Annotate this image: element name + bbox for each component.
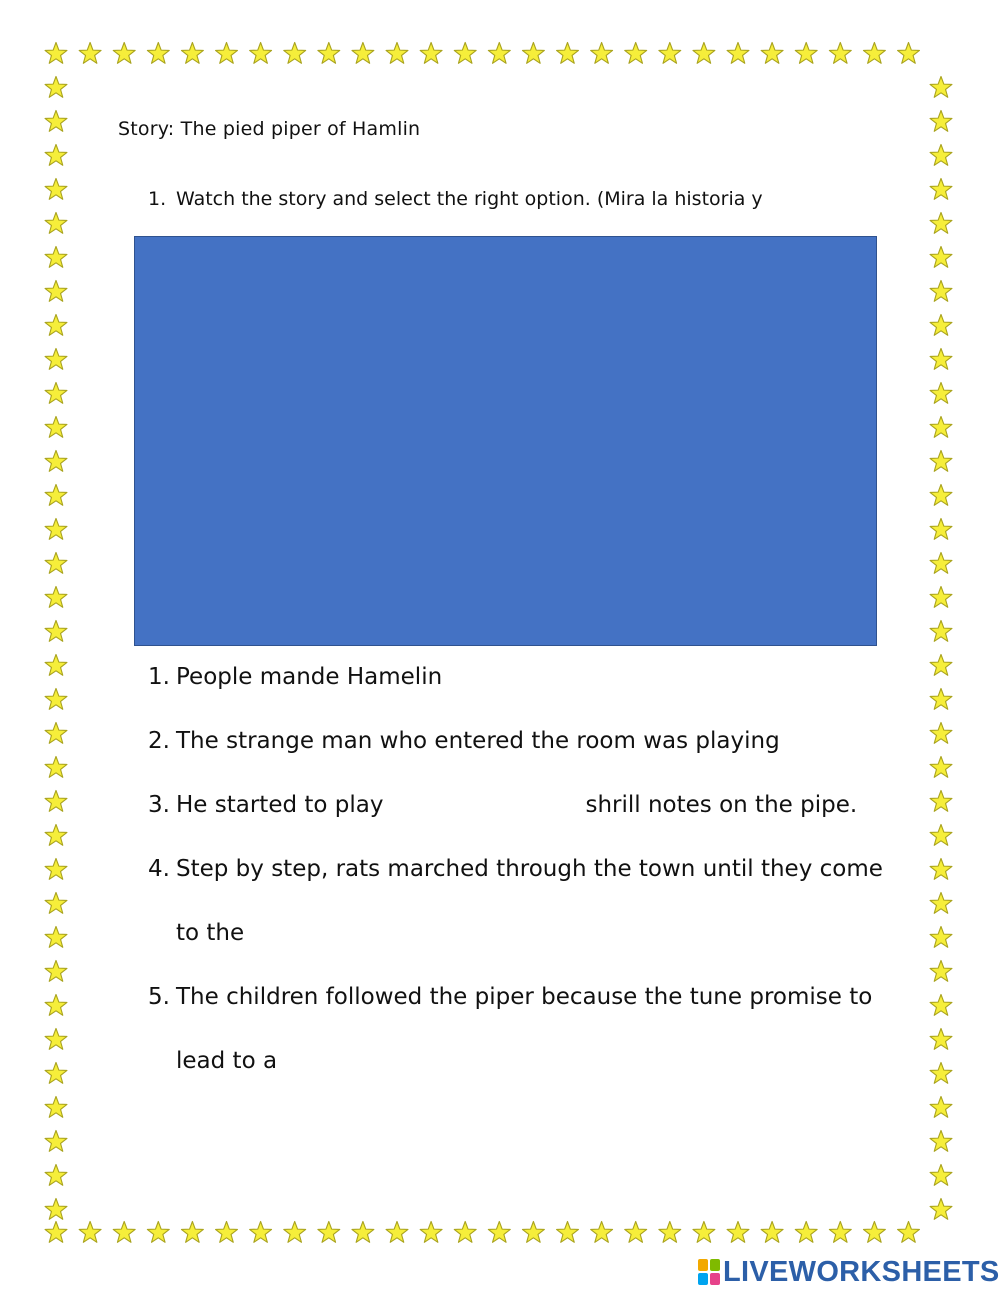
- star-icon: [45, 1131, 67, 1152]
- star-icon: [625, 1222, 647, 1243]
- video-player[interactable]: [134, 236, 877, 646]
- star-icon: [45, 1199, 67, 1220]
- star-icon: [930, 1097, 952, 1118]
- question-3: [148, 792, 857, 818]
- star-icon: [284, 43, 306, 64]
- star-icon: [659, 43, 681, 64]
- star-icon: [930, 859, 952, 880]
- star-icon: [659, 1222, 681, 1243]
- star-icon: [625, 43, 647, 64]
- star-icon: [45, 315, 67, 336]
- star-icon: [216, 43, 238, 64]
- star-icon: [930, 995, 952, 1016]
- question-number: 4.: [148, 856, 170, 882]
- star-icon: [45, 825, 67, 846]
- question-text: The strange man who entered the room was playing: [176, 728, 780, 754]
- star-icon: [284, 1222, 306, 1243]
- star-icon: [863, 43, 885, 64]
- star-icon: [45, 927, 67, 948]
- star-icon: [45, 145, 67, 166]
- star-icon: [930, 587, 952, 608]
- star-icon: [761, 1222, 783, 1243]
- star-icon: [318, 1222, 340, 1243]
- question-number: 5.: [148, 984, 170, 1010]
- star-icon: [45, 621, 67, 642]
- star-icon: [930, 689, 952, 710]
- star-icon: [45, 281, 67, 302]
- star-icon: [930, 893, 952, 914]
- liveworksheets-logo: [698, 1254, 1000, 1290]
- star-icon: [454, 43, 476, 64]
- star-icon: [930, 281, 952, 302]
- star-icon: [930, 111, 952, 132]
- star-icon: [386, 43, 408, 64]
- star-icon: [591, 43, 613, 64]
- star-icon: [45, 179, 67, 200]
- star-icon: [45, 757, 67, 778]
- question-text: lead to a: [176, 1048, 278, 1074]
- star-icon: [113, 1222, 135, 1243]
- star-icon: [930, 723, 952, 744]
- logo-icon-square: [698, 1273, 708, 1285]
- logo-icon-square: [710, 1259, 720, 1271]
- star-icon: [352, 1222, 374, 1243]
- question-number: 1.: [148, 664, 170, 690]
- star-icon: [930, 621, 952, 642]
- question-text: People mande Hamelin: [176, 664, 443, 690]
- star-icon: [930, 349, 952, 370]
- star-icon: [113, 43, 135, 64]
- star-icon: [930, 791, 952, 812]
- question-5: [148, 984, 872, 1010]
- star-icon: [318, 43, 340, 64]
- instruction-text: Watch the story and select the right option. (Mira la historia y: [176, 188, 763, 210]
- star-icon: [557, 43, 579, 64]
- star-icon: [488, 1222, 510, 1243]
- star-icon: [45, 587, 67, 608]
- star-icon: [930, 1063, 952, 1084]
- star-icon: [45, 417, 67, 438]
- logo-icon-square: [710, 1273, 720, 1285]
- star-icon: [930, 825, 952, 846]
- star-icon: [930, 417, 952, 438]
- star-icon: [45, 451, 67, 472]
- star-icon: [147, 1222, 169, 1243]
- question-text: Step by step, rats marched through the town until they come: [176, 856, 883, 882]
- star-icon: [930, 213, 952, 234]
- star-icon: [930, 927, 952, 948]
- star-icon: [930, 179, 952, 200]
- star-icon: [693, 1222, 715, 1243]
- question-number: 3.: [148, 792, 170, 818]
- star-icon: [45, 1063, 67, 1084]
- question-text: to the: [176, 920, 245, 946]
- logo-text: LIVEWORKSHEETS: [723, 1255, 1000, 1288]
- star-icon: [45, 77, 67, 98]
- star-icon: [930, 655, 952, 676]
- star-icon: [795, 1222, 817, 1243]
- star-icon: [829, 43, 851, 64]
- star-icon: [829, 1222, 851, 1243]
- star-icon: [181, 43, 203, 64]
- star-icon: [147, 43, 169, 64]
- star-icon: [45, 43, 67, 64]
- star-icon: [45, 1029, 67, 1050]
- question-text-before: He started to play: [176, 792, 384, 818]
- star-icon: [930, 1199, 952, 1220]
- star-icon: [591, 1222, 613, 1243]
- star-icon: [727, 43, 749, 64]
- star-icon: [557, 1222, 579, 1243]
- star-icon: [250, 43, 272, 64]
- instruction-number: 1.: [148, 188, 167, 210]
- star-icon: [79, 43, 101, 64]
- star-icon: [930, 383, 952, 404]
- star-icon: [45, 213, 67, 234]
- star-icon: [522, 1222, 544, 1243]
- question-2: [148, 728, 780, 754]
- instruction: [148, 188, 763, 210]
- logo-icon-square: [698, 1259, 708, 1271]
- star-icon: [45, 519, 67, 540]
- star-icon: [216, 1222, 238, 1243]
- star-icon: [45, 1165, 67, 1186]
- logo-icon: [698, 1259, 720, 1285]
- star-icon: [795, 43, 817, 64]
- star-icon: [727, 1222, 749, 1243]
- star-icon: [522, 43, 544, 64]
- question-1: [148, 664, 442, 690]
- star-icon: [45, 1222, 67, 1243]
- star-icon: [45, 553, 67, 574]
- star-icon: [930, 1131, 952, 1152]
- star-icon: [181, 1222, 203, 1243]
- star-icon: [930, 77, 952, 98]
- question-number: 2.: [148, 728, 170, 754]
- question-4-continuation: [148, 920, 244, 946]
- star-icon: [45, 893, 67, 914]
- star-icon: [930, 451, 952, 472]
- star-icon: [79, 1222, 101, 1243]
- star-icon: [930, 145, 952, 166]
- star-icon: [45, 485, 67, 506]
- question-text-after: shrill notes on the pipe.: [585, 792, 858, 818]
- star-icon: [45, 383, 67, 404]
- star-icon: [930, 961, 952, 982]
- star-icon: [45, 349, 67, 370]
- star-icon: [45, 655, 67, 676]
- star-icon: [863, 1222, 885, 1243]
- star-icon: [488, 43, 510, 64]
- star-icon: [45, 723, 67, 744]
- star-icon: [45, 859, 67, 880]
- star-icon: [386, 1222, 408, 1243]
- star-icon: [45, 995, 67, 1016]
- star-icon: [930, 519, 952, 540]
- star-icon: [930, 757, 952, 778]
- question-5-continuation: [148, 1048, 277, 1074]
- star-icon: [250, 1222, 272, 1243]
- star-icon: [45, 961, 67, 982]
- star-icon: [420, 1222, 442, 1243]
- star-icon: [45, 791, 67, 812]
- star-icon: [930, 1165, 952, 1186]
- star-icon: [420, 43, 442, 64]
- star-icon: [930, 247, 952, 268]
- star-icon: [693, 43, 715, 64]
- star-icon: [898, 1222, 920, 1243]
- star-icon: [930, 485, 952, 506]
- star-icon: [761, 43, 783, 64]
- star-icon: [930, 553, 952, 574]
- star-icon: [898, 43, 920, 64]
- star-icon: [45, 247, 67, 268]
- story-title: Story: The pied piper of Hamlin: [118, 118, 421, 140]
- star-icon: [930, 315, 952, 336]
- star-icon: [352, 43, 374, 64]
- star-icon: [454, 1222, 476, 1243]
- star-icon: [45, 111, 67, 132]
- question-text: The children followed the piper because the tune promise to: [176, 984, 873, 1010]
- star-icon: [45, 689, 67, 710]
- question-4: [148, 856, 883, 882]
- star-icon: [45, 1097, 67, 1118]
- star-icon: [930, 1029, 952, 1050]
